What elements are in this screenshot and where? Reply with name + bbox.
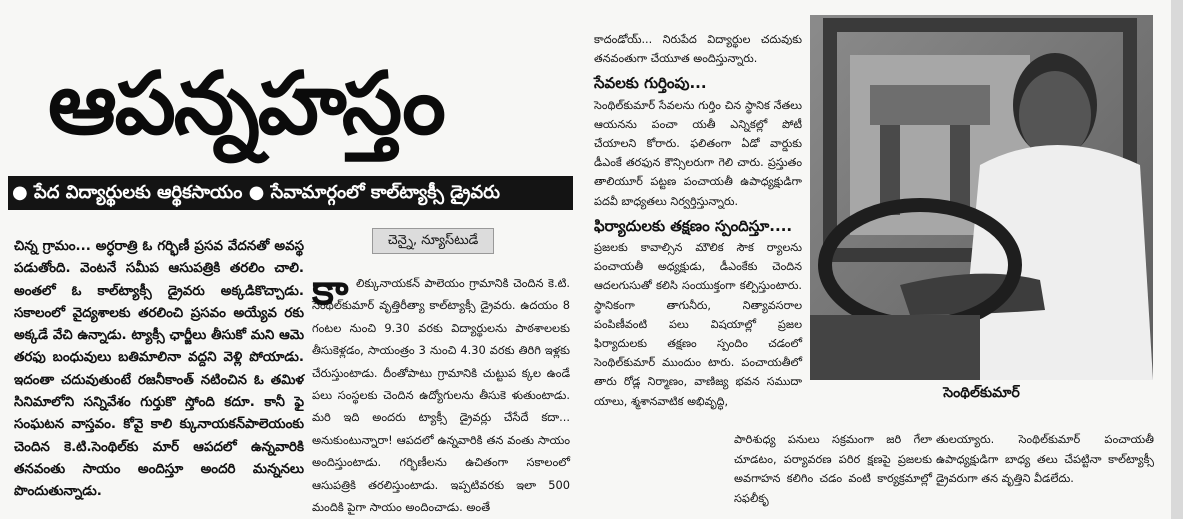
photo-illustration (810, 15, 1153, 380)
page-edge (1171, 0, 1183, 519)
bottom-column-left: పారిశుధ్య పనులు సక్రమంగా జరి గేలా చూడటం, పర్యావరణ పరిర క్షణపై ప్రజలకు అవగాహన కలిగిం చడం వంటి కార్యక్రమాల్లో సఫలీకృ (734, 433, 932, 505)
subheading-complaints: ఫిర్యాదులకు తక్షణం స్పందిస్తూ.... (594, 216, 793, 235)
col3-bottom-paragraph: ప్రజలకు కావాల్సిన మౌలిక సౌక ర్యాలను పంచాయతీ అధ్యక్షుడు, డీఎంకేకు చెందిన ఆదలగుసుతో కలిసి సంయుక్తంగా కల్పిస్తుంటారు. స్థానికంగా తాగునీరు, నిత్యావసరాల పంపిణీవంటి పలు విషయాల్లో ప్రజల ఫిర్యాదులకు తక్షణం స్పందిం చడంలో సెంథిల్‌కుమార్ ముందుం టారు. పంచాయతీలో తారు రోడ్ల నిర్మాణం, వాణిజ్య భవన సముదా యాలు, శ్మశానవాటిక అభివృద్ధి, (594, 241, 802, 408)
dateline: చెన్నై, న్యూస్‌టుడే (372, 228, 494, 254)
subheadline-bar: ● పేద విద్యార్థులకు ఆర్థికసాయం ● సేవామార్గంలో కాల్‌ట్యాక్సీ డ్రైవరు (8, 176, 573, 210)
body-paragraph: లిక్కునాయకన్ పాలెయం గ్రామానికి చెందిన కె.టి. సెంథిల్‌కుమార్ వృత్తిరీత్యా కాల్‌ట్యాక్సీ డ్రైవరు. ఉదయం 8 గంటల నుంచి 9.30 వరకు విద్యార్థులను పాఠశాలలకు తీసుకెళ్లడం, సాయంత్రం 3 నుంచి 4.30 వరకు తిరిగి ఇళ్లకు చేరుస్తుంటాడు. దీంతోపాటు గ్రామానికి చుట్టుప క్కల ఉండే పలు సంస్థలకు చెందిన ఉద్యోగులను తీసుకె ళుతుంటాడు. మరి ఇది అందరు ట్యాక్సీ డ్రైవర్లు చేసేదే కదా... అనుకుంటున్నారా! ఆపదలో ఉన్నవారికి తన వంతు సాయం అందిస్తుంటాడు. గర్భిణీలను ఉచితంగా సకాలంలో ఆసుపత్రికి తరలిస్తుంటాడు. ఇప్పటివరకు ఇలా 500 మందికి పైగా సాయం అందించాడు. అంతే (312, 276, 570, 515)
intro-paragraph: చిన్న గ్రామం... అర్ధరాత్రి ఓ గర్భిణీ ప్రసవ వేదనతో అవస్థ పడుతోంది. వెంటనే సమీప ఆసుపత్రికి తరలిం చాలి. అంతలో ఓ కాల్‌ట్యాక్సీ డ్రైవరు అక్కడికొచ్చాడు. సకాలంలో వైద్యశాలకు తరలించి ప్రసవం అయ్యేవ రకు అక్కడే వేచి ఉన్నాడు. ట్యాక్సీ ఛార్జీలు తీసుకో మని ఆమె తరఫు బంధువులు బతిమాలినా వద్దని వెళ్లి పోయాడు. ఇదంతా చదువుతుంటే రజనీకాంత్ నటించిన ఓ తమిళ సినిమాలోని సన్నివేశం గుర్తుకొ స్తోంది కదూ. కానీ ఫై సంఘటన వాస్తవం. కోవై కాలి క్కునాయకన్‌పాలెయంకు చెందిన కె.టి.సెంథిల్‌కు మార్ ఆపదలో ఉన్నవారికి తనవంతు సాయం అందిస్తూ అందరి మన్ననలు పొందుతున్నాడు. (14, 239, 304, 500)
drop-cap: కా (312, 265, 349, 314)
col3-top-paragraph: కాదండోయ్... నిరుపేద విద్యార్థుల చదువుకు తనవంతుగా చేయూత అందిస్తున్నారు. (594, 33, 802, 66)
col3-mid-paragraph: సెంథిల్‌కుమార్ సేవలను గుర్తిం చిన స్థానిక నేతలు ఆయనను పంచా యతీ ఎన్నికల్లో పోటీ చేయాలని కోరారు. ఫలితంగా ఏడో వార్డుకు డీఎంకే తరఫున కౌన్సిలరుగా గెలి చారు. ప్రస్తుతం తాలియూర్ పట్టణ పంచాయతీ ఉపాధ్యక్షుడిగా పదవీ బాధ్యతలు నిర్వర్తిస్తున్నారు. (594, 98, 802, 208)
subheading-recognition: సేవలకు గుర్తింపు... (594, 74, 707, 93)
photo-caption: సెంథిల్‌కుమార్ (943, 385, 1020, 401)
body-column (312, 272, 570, 518)
headline: ఆపన్నహస్తం (48, 54, 444, 154)
right-text-column (594, 30, 802, 411)
driver-photo (810, 15, 1153, 380)
bottom-column-right: తులయ్యారు. సెంథిల్‌కుమార్ పంచాయతీ ఉపాధ్యక్షుడిగా బాధ్య తలు చేపట్టినా కాల్‌ట్యాక్సీ డ్రైవరుగా తన వృత్తిని వీడలేదు. (936, 433, 1154, 485)
